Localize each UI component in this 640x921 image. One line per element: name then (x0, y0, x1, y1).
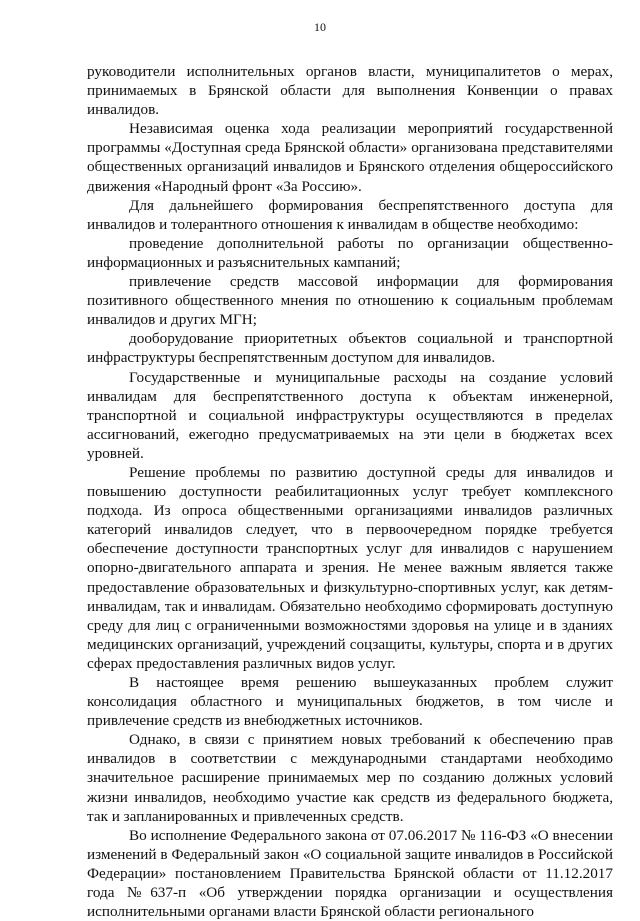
paragraph-10: Однако, в связи с принятием новых требований к обеспечению прав инвалидов в соответствии с международными стандартами необходимо значительное расширение принимаемых мер по созданию должных условий жизни инвалидов, необходимо участие как средств из федерального бюджета, так и запланированных и привлеченных средств. (87, 731, 613, 825)
paragraph-8: Решение проблемы по развитию доступной среды для инвалидов и повышению доступности реабилитационных услуг требует комплексного подхода. Из опроса общественными организациями инвалидов различных категорий инвалидов следует, что в первоочередном порядке требуется обеспечение доступности транспортных услуг для инвалидов с нарушением опорно-двигательного аппарата и зрения. Не менее важным является также предоставление образовательных и физкультурно-спортивных услуг, как детям-инвалидам, так и инвалидам. Обязательно необходимо сформировать доступную среду для лиц с ограниченными возможностями здоровья на улице и в зданиях медицинских организаций, учреждений соцзащиты, культуры, спорта и в других сферах предоставления различных видов услуг. (87, 463, 613, 672)
paragraph-3: Для дальнейшего формирования беспрепятственного доступа для инвалидов и толерантного отношения к инвалидам в обществе необходимо: (87, 196, 613, 233)
paragraph-4: проведение дополнительной работы по организации общественно-информационных и разъяснительных кампаний; (87, 234, 613, 271)
paragraph-6: дооборудование приоритетных объектов социальной и транспортной инфраструктуры беспрепятственным доступом для инвалидов. (87, 330, 613, 367)
paragraph-9: В настоящее время решению вышеуказанных проблем служит консолидация областного и муниципальных бюджетов, в том числе и привлечение средств из внебюджетных источников. (87, 674, 613, 730)
page-number: 10 (314, 20, 326, 34)
document-body (87, 62, 613, 921)
paragraph-11: Во исполнение Федерального закона от 07.06.2017 № 116-ФЗ «О внесении изменений в Федеральный закон «О социальной защите инвалидов в Российской Федерации» постановлением Правительства Брянской области от 11.12.2017 года №637-п «Об утверждении порядка организации и осуществления исполнительными органами власти Брянской области регионального (87, 826, 613, 921)
paragraph-5: привлечение средств массовой информации для формирования позитивного общественного мнения по отношению к социальным проблемам инвалидов и других МГН; (87, 273, 613, 329)
paragraph-1: руководители исполнительных органов власти, муниципалитетов о мерах, принимаемых в Брянской области для выполнения Конвенции о правах инвалидов. (87, 63, 613, 119)
paragraph-2: Независимая оценка хода реализации мероприятий государственной программы «Доступная среда Брянской области» организована представителями общественных организаций инвалидов и Брянского отделения общероссийского движения «Народный фронт «За Россию». (87, 120, 613, 195)
paragraph-7: Государственные и муниципальные расходы на создание условий инвалидам для беспрепятственного доступа к объектам инженерной, транспортной и социальной инфраструктуры осуществляются в пределах ассигнований, ежегодно предусматриваемых на эти цели в бюджетах всех уровней. (87, 368, 613, 462)
